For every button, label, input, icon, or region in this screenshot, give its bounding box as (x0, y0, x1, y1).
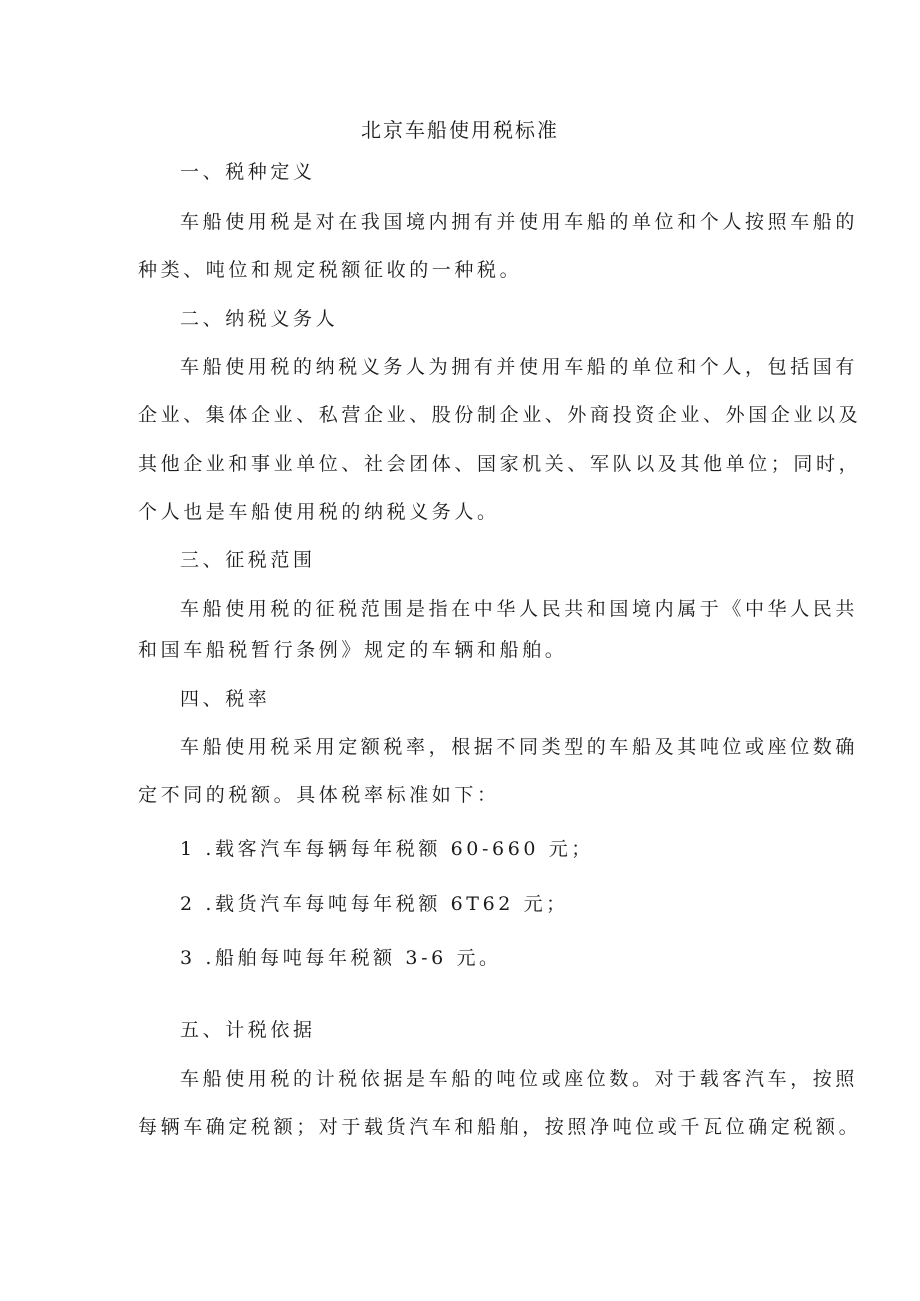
paragraph-line: 个人也是车船使用税的纳税义务人。 (138, 501, 500, 523)
section-heading-tax-basis: 五、计税依据 (180, 1019, 316, 1041)
page-title: 北京车船使用税标准 (361, 118, 559, 142)
rate-list-item: 3 .船舶每吨每年税额 3-6 元。 (180, 947, 502, 969)
paragraph-line: 企业、集体企业、私营企业、股份制企业、外商投资企业、外国企业以及 (138, 404, 862, 426)
section-heading-taxpayer: 二、纳税义务人 (180, 308, 339, 330)
section-heading-scope: 三、征税范围 (180, 549, 316, 571)
paragraph-line: 车船使用税采用定额税率，根据不同类型的车船及其吨位或座位数确 (180, 736, 859, 758)
paragraph-line: 种类、吨位和规定税额征收的一种税。 (138, 259, 523, 281)
rate-list-item: 1 .载客汽车每辆每年税额 60-660 元； (180, 838, 594, 860)
paragraph-line: 车船使用税的征税范围是指在中华人民共和国境内属于《中华人民共 (180, 598, 859, 620)
paragraph-line: 车船使用税的计税依据是车船的吨位或座位数。对于载客汽车，按照 (180, 1068, 859, 1090)
section-heading-rate: 四、税率 (180, 688, 271, 710)
paragraph-line: 定不同的税额。具体税率标准如下： (138, 784, 500, 806)
section-heading-definition: 一、税种定义 (180, 161, 316, 183)
paragraph-line: 和国车船税暂行条例》规定的车辆和船舶。 (138, 639, 568, 661)
rate-list-item: 2 .载货汽车每吨每年税额 6T62 元； (180, 893, 569, 915)
paragraph-line: 其他企业和事业单位、社会团体、国家机关、军队以及其他单位；同时， (138, 453, 862, 475)
paragraph-line: 每辆车确定税额；对于载货汽车和船舶，按照净吨位或千瓦位确定税额。 (138, 1116, 862, 1138)
paragraph-line: 车船使用税是对在我国境内拥有并使用车船的单位和个人按照车船的 (180, 211, 859, 233)
paragraph-line: 车船使用税的纳税义务人为拥有并使用车船的单位和个人，包括国有 (180, 356, 859, 378)
